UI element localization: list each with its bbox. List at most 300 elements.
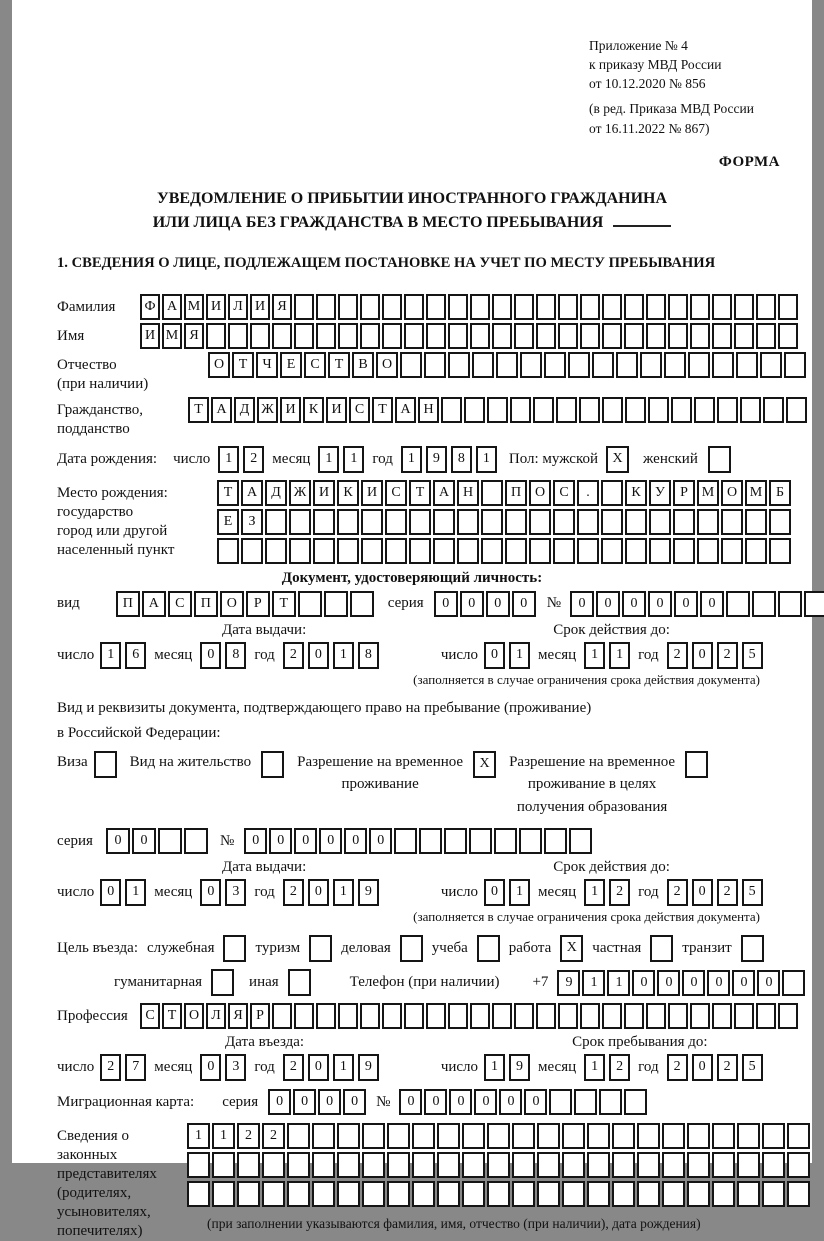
form-cell[interactable] — [387, 1181, 410, 1207]
form-cell[interactable] — [494, 828, 517, 854]
form-cell[interactable]: 0 — [100, 879, 121, 906]
form-cell[interactable]: 0 — [486, 591, 510, 617]
form-cell[interactable]: И — [280, 397, 301, 423]
form-cell[interactable] — [387, 1123, 410, 1149]
form-cell[interactable] — [487, 1123, 510, 1149]
form-cell[interactable]: 0 — [308, 1054, 329, 1081]
form-cell[interactable]: 0 — [700, 591, 724, 617]
form-cell[interactable] — [580, 323, 600, 349]
form-cell[interactable]: 5 — [742, 642, 763, 669]
form-cell[interactable] — [387, 1152, 410, 1178]
form-cell[interactable] — [360, 294, 380, 320]
form-cell[interactable] — [673, 538, 695, 564]
form-cell[interactable] — [294, 323, 314, 349]
form-cell[interactable]: 1 — [100, 642, 121, 669]
form-cell[interactable] — [602, 397, 623, 423]
form-cell[interactable] — [562, 1123, 585, 1149]
form-cell[interactable]: 0 — [434, 591, 458, 617]
form-cell[interactable]: 0 — [596, 591, 620, 617]
form-cell[interactable]: Т — [217, 480, 239, 506]
form-cell[interactable] — [637, 1152, 660, 1178]
form-cell[interactable]: 0 — [648, 591, 672, 617]
form-cell[interactable] — [362, 1181, 385, 1207]
form-cell[interactable] — [514, 323, 534, 349]
form-cell[interactable]: 0 — [484, 879, 505, 906]
form-cell[interactable]: Д — [265, 480, 287, 506]
form-cell[interactable] — [424, 352, 446, 378]
form-cell[interactable]: 0 — [399, 1089, 422, 1115]
form-cell[interactable] — [562, 1181, 585, 1207]
form-cell[interactable] — [787, 1181, 810, 1207]
form-cell[interactable]: М — [697, 480, 719, 506]
form-cell[interactable] — [338, 294, 358, 320]
form-cell[interactable]: 1 — [212, 1123, 235, 1149]
form-cell[interactable] — [580, 1003, 600, 1029]
form-cell[interactable]: 2 — [283, 1054, 304, 1081]
form-cell[interactable] — [745, 509, 767, 535]
form-cell[interactable] — [537, 1181, 560, 1207]
form-cell[interactable] — [441, 397, 462, 423]
form-cell[interactable] — [338, 323, 358, 349]
form-cell[interactable]: 0 — [268, 1089, 291, 1115]
form-cell[interactable] — [646, 294, 666, 320]
form-cell[interactable]: 0 — [732, 970, 755, 996]
form-cell[interactable]: 9 — [426, 446, 447, 473]
form-cell[interactable] — [212, 1152, 235, 1178]
form-cell[interactable] — [448, 352, 470, 378]
form-cell[interactable] — [568, 352, 590, 378]
form-cell[interactable] — [462, 1152, 485, 1178]
form-cell[interactable] — [580, 294, 600, 320]
form-cell[interactable] — [784, 352, 806, 378]
form-cell[interactable]: 0 — [524, 1089, 547, 1115]
form-cell[interactable] — [262, 1152, 285, 1178]
form-cell[interactable] — [734, 323, 754, 349]
form-cell[interactable]: 2 — [283, 879, 304, 906]
form-cell[interactable] — [787, 1152, 810, 1178]
form-cell[interactable]: 1 — [484, 1054, 505, 1081]
form-cell[interactable] — [437, 1181, 460, 1207]
form-cell[interactable] — [385, 509, 407, 535]
form-cell[interactable] — [470, 1003, 490, 1029]
form-cell[interactable]: 2 — [283, 642, 304, 669]
purpose-official-checkbox[interactable] — [223, 935, 246, 962]
form-cell[interactable] — [462, 1123, 485, 1149]
form-cell[interactable] — [426, 1003, 446, 1029]
form-cell[interactable] — [481, 480, 503, 506]
form-cell[interactable] — [624, 1003, 644, 1029]
form-cell[interactable] — [533, 397, 554, 423]
form-cell[interactable] — [786, 397, 807, 423]
form-cell[interactable] — [601, 509, 623, 535]
form-cell[interactable] — [272, 1003, 292, 1029]
form-cell[interactable] — [778, 294, 798, 320]
form-cell[interactable]: 1 — [584, 1054, 605, 1081]
sex-male-checkbox[interactable]: X — [606, 446, 629, 473]
purpose-study-checkbox[interactable] — [477, 935, 500, 962]
form-cell[interactable] — [312, 1181, 335, 1207]
form-cell[interactable]: 0 — [200, 1054, 221, 1081]
form-cell[interactable] — [763, 397, 784, 423]
form-cell[interactable] — [690, 323, 710, 349]
form-cell[interactable] — [448, 294, 468, 320]
form-cell[interactable] — [512, 1181, 535, 1207]
purpose-other-checkbox[interactable] — [288, 969, 311, 996]
form-cell[interactable] — [512, 1152, 535, 1178]
form-cell[interactable] — [437, 1152, 460, 1178]
form-cell[interactable] — [646, 323, 666, 349]
form-cell[interactable] — [536, 1003, 556, 1029]
form-cell[interactable] — [687, 1152, 710, 1178]
form-cell[interactable]: 0 — [293, 1089, 316, 1115]
form-cell[interactable] — [287, 1152, 310, 1178]
form-cell[interactable] — [250, 323, 270, 349]
form-cell[interactable] — [558, 1003, 578, 1029]
form-cell[interactable] — [624, 323, 644, 349]
form-cell[interactable] — [553, 509, 575, 535]
form-cell[interactable]: О — [220, 591, 244, 617]
form-cell[interactable] — [212, 1181, 235, 1207]
form-cell[interactable] — [294, 294, 314, 320]
form-cell[interactable] — [316, 294, 336, 320]
form-cell[interactable] — [662, 1152, 685, 1178]
form-cell[interactable]: К — [303, 397, 324, 423]
form-cell[interactable] — [400, 352, 422, 378]
form-cell[interactable] — [228, 323, 248, 349]
form-cell[interactable]: 1 — [333, 642, 354, 669]
form-cell[interactable]: 0 — [657, 970, 680, 996]
form-cell[interactable]: Ж — [257, 397, 278, 423]
form-cell[interactable] — [602, 323, 622, 349]
form-cell[interactable] — [337, 538, 359, 564]
form-cell[interactable]: Д — [234, 397, 255, 423]
form-cell[interactable]: 5 — [742, 879, 763, 906]
form-cell[interactable] — [298, 591, 322, 617]
form-cell[interactable] — [536, 323, 556, 349]
temp-residence-checkbox[interactable]: X — [473, 751, 496, 778]
form-cell[interactable]: 0 — [449, 1089, 472, 1115]
form-cell[interactable] — [668, 323, 688, 349]
form-cell[interactable] — [448, 1003, 468, 1029]
form-cell[interactable]: 0 — [424, 1089, 447, 1115]
form-cell[interactable]: А — [241, 480, 263, 506]
purpose-transit-checkbox[interactable] — [741, 935, 764, 962]
form-cell[interactable] — [648, 397, 669, 423]
form-cell[interactable] — [492, 323, 512, 349]
form-cell[interactable] — [601, 538, 623, 564]
form-cell[interactable] — [241, 538, 263, 564]
form-cell[interactable]: Л — [228, 294, 248, 320]
form-cell[interactable] — [505, 538, 527, 564]
form-cell[interactable] — [690, 294, 710, 320]
form-cell[interactable] — [668, 1003, 688, 1029]
form-cell[interactable]: 2 — [100, 1054, 121, 1081]
temp-residence-education-checkbox[interactable] — [685, 751, 708, 778]
form-cell[interactable]: Т — [188, 397, 209, 423]
form-cell[interactable]: Ч — [256, 352, 278, 378]
form-cell[interactable] — [574, 1089, 597, 1115]
form-cell[interactable] — [544, 828, 567, 854]
form-cell[interactable] — [721, 538, 743, 564]
form-cell[interactable]: К — [337, 480, 359, 506]
form-cell[interactable] — [671, 397, 692, 423]
form-cell[interactable]: А — [162, 294, 182, 320]
form-cell[interactable] — [514, 1003, 534, 1029]
form-cell[interactable] — [612, 1152, 635, 1178]
form-cell[interactable]: П — [116, 591, 140, 617]
form-cell[interactable] — [673, 509, 695, 535]
form-cell[interactable] — [520, 352, 542, 378]
form-cell[interactable] — [361, 509, 383, 535]
form-cell[interactable] — [316, 323, 336, 349]
form-cell[interactable] — [187, 1152, 210, 1178]
form-cell[interactable] — [382, 1003, 402, 1029]
form-cell[interactable] — [602, 294, 622, 320]
form-cell[interactable] — [362, 1152, 385, 1178]
form-cell[interactable]: 0 — [707, 970, 730, 996]
form-cell[interactable]: 6 — [125, 642, 146, 669]
form-cell[interactable] — [457, 538, 479, 564]
form-cell[interactable]: И — [361, 480, 383, 506]
form-cell[interactable]: К — [625, 480, 647, 506]
form-cell[interactable] — [688, 352, 710, 378]
form-cell[interactable] — [464, 397, 485, 423]
form-cell[interactable] — [544, 352, 566, 378]
form-cell[interactable]: 0 — [474, 1089, 497, 1115]
form-cell[interactable] — [337, 1152, 360, 1178]
form-cell[interactable]: 0 — [499, 1089, 522, 1115]
form-cell[interactable] — [462, 1181, 485, 1207]
form-cell[interactable] — [756, 1003, 776, 1029]
form-cell[interactable]: А — [395, 397, 416, 423]
form-cell[interactable]: 1 — [582, 970, 605, 996]
form-cell[interactable]: С — [349, 397, 370, 423]
form-cell[interactable]: 0 — [308, 879, 329, 906]
form-cell[interactable]: П — [505, 480, 527, 506]
form-cell[interactable]: Ф — [140, 294, 160, 320]
form-cell[interactable] — [536, 294, 556, 320]
form-cell[interactable]: 0 — [318, 1089, 341, 1115]
form-cell[interactable]: 3 — [225, 1054, 246, 1081]
form-cell[interactable]: С — [140, 1003, 160, 1029]
form-cell[interactable]: 1 — [609, 642, 630, 669]
form-cell[interactable] — [668, 294, 688, 320]
form-cell[interactable]: 2 — [717, 1054, 738, 1081]
form-cell[interactable]: С — [553, 480, 575, 506]
form-cell[interactable] — [237, 1181, 260, 1207]
form-cell[interactable]: Я — [228, 1003, 248, 1029]
form-cell[interactable]: 0 — [632, 970, 655, 996]
form-cell[interactable] — [717, 397, 738, 423]
form-cell[interactable]: С — [385, 480, 407, 506]
form-cell[interactable] — [158, 828, 182, 854]
form-cell[interactable] — [470, 294, 490, 320]
form-cell[interactable] — [624, 1089, 647, 1115]
form-cell[interactable] — [712, 323, 732, 349]
form-cell[interactable] — [694, 397, 715, 423]
form-cell[interactable]: 0 — [674, 591, 698, 617]
form-cell[interactable] — [625, 509, 647, 535]
form-cell[interactable] — [601, 480, 623, 506]
purpose-business-checkbox[interactable] — [400, 935, 423, 962]
form-cell[interactable]: О — [184, 1003, 204, 1029]
form-cell[interactable] — [289, 538, 311, 564]
form-cell[interactable] — [649, 538, 671, 564]
form-cell[interactable] — [624, 294, 644, 320]
form-cell[interactable]: 0 — [269, 828, 292, 854]
form-cell[interactable] — [187, 1181, 210, 1207]
form-cell[interactable]: 0 — [460, 591, 484, 617]
form-cell[interactable]: П — [194, 591, 218, 617]
form-cell[interactable]: 1 — [401, 446, 422, 473]
form-cell[interactable]: А — [211, 397, 232, 423]
form-cell[interactable] — [697, 509, 719, 535]
form-cell[interactable] — [587, 1181, 610, 1207]
form-cell[interactable]: 0 — [682, 970, 705, 996]
form-cell[interactable] — [412, 1123, 435, 1149]
form-cell[interactable] — [426, 294, 446, 320]
form-cell[interactable] — [313, 509, 335, 535]
form-cell[interactable] — [558, 294, 578, 320]
form-cell[interactable] — [404, 1003, 424, 1029]
form-cell[interactable] — [778, 1003, 798, 1029]
form-cell[interactable]: М — [162, 323, 182, 349]
form-cell[interactable]: 1 — [584, 642, 605, 669]
form-cell[interactable]: Р — [673, 480, 695, 506]
form-cell[interactable] — [616, 352, 638, 378]
form-cell[interactable] — [712, 1181, 735, 1207]
form-cell[interactable] — [362, 1123, 385, 1149]
form-cell[interactable]: 2 — [667, 879, 688, 906]
form-cell[interactable]: 2 — [243, 446, 264, 473]
form-cell[interactable]: 9 — [509, 1054, 530, 1081]
form-cell[interactable]: 1 — [509, 879, 530, 906]
form-cell[interactable] — [481, 509, 503, 535]
form-cell[interactable]: И — [206, 294, 226, 320]
form-cell[interactable] — [737, 1152, 760, 1178]
form-cell[interactable]: И — [140, 323, 160, 349]
form-cell[interactable] — [412, 1181, 435, 1207]
form-cell[interactable] — [313, 538, 335, 564]
form-cell[interactable]: 8 — [358, 642, 379, 669]
form-cell[interactable]: 2 — [667, 642, 688, 669]
form-cell[interactable] — [625, 397, 646, 423]
form-cell[interactable] — [577, 538, 599, 564]
form-cell[interactable]: А — [142, 591, 166, 617]
form-cell[interactable]: Е — [217, 509, 239, 535]
form-cell[interactable] — [404, 294, 424, 320]
form-cell[interactable] — [577, 509, 599, 535]
form-cell[interactable]: 0 — [570, 591, 594, 617]
form-cell[interactable] — [637, 1123, 660, 1149]
form-cell[interactable] — [312, 1123, 335, 1149]
form-cell[interactable] — [382, 323, 402, 349]
form-cell[interactable] — [492, 294, 512, 320]
form-cell[interactable]: Р — [246, 591, 270, 617]
form-cell[interactable] — [394, 828, 417, 854]
form-cell[interactable]: Н — [418, 397, 439, 423]
form-cell[interactable]: 2 — [609, 879, 630, 906]
form-cell[interactable]: 1 — [607, 970, 630, 996]
form-cell[interactable]: 0 — [200, 642, 221, 669]
form-cell[interactable]: 1 — [343, 446, 364, 473]
form-cell[interactable]: 2 — [717, 642, 738, 669]
form-cell[interactable]: С — [168, 591, 192, 617]
form-cell[interactable]: Е — [280, 352, 302, 378]
form-cell[interactable] — [756, 323, 776, 349]
form-cell[interactable]: И — [326, 397, 347, 423]
form-cell[interactable] — [529, 538, 551, 564]
form-cell[interactable]: 2 — [667, 1054, 688, 1081]
form-cell[interactable]: 0 — [344, 828, 367, 854]
form-cell[interactable] — [472, 352, 494, 378]
form-cell[interactable] — [470, 323, 490, 349]
form-cell[interactable] — [592, 352, 614, 378]
form-cell[interactable] — [487, 1152, 510, 1178]
form-cell[interactable]: 9 — [358, 879, 379, 906]
form-cell[interactable] — [712, 1003, 732, 1029]
form-cell[interactable]: 0 — [622, 591, 646, 617]
form-cell[interactable]: Р — [250, 1003, 270, 1029]
form-cell[interactable]: 3 — [225, 879, 246, 906]
form-cell[interactable]: Т — [162, 1003, 182, 1029]
form-cell[interactable]: 0 — [369, 828, 392, 854]
form-cell[interactable]: Т — [328, 352, 350, 378]
form-cell[interactable] — [760, 352, 782, 378]
form-cell[interactable] — [409, 538, 431, 564]
form-cell[interactable]: 0 — [343, 1089, 366, 1115]
form-cell[interactable]: 9 — [557, 970, 580, 996]
form-cell[interactable] — [437, 1123, 460, 1149]
form-cell[interactable]: Т — [372, 397, 393, 423]
form-cell[interactable] — [553, 538, 575, 564]
form-cell[interactable] — [587, 1123, 610, 1149]
form-cell[interactable] — [769, 538, 791, 564]
form-cell[interactable]: Я — [184, 323, 204, 349]
form-cell[interactable] — [350, 591, 374, 617]
form-cell[interactable] — [487, 397, 508, 423]
form-cell[interactable]: 8 — [451, 446, 472, 473]
form-cell[interactable] — [512, 1123, 535, 1149]
form-cell[interactable]: 0 — [308, 642, 329, 669]
form-cell[interactable] — [569, 828, 592, 854]
form-cell[interactable]: М — [184, 294, 204, 320]
form-cell[interactable] — [726, 591, 750, 617]
form-cell[interactable]: 9 — [358, 1054, 379, 1081]
form-cell[interactable] — [612, 1123, 635, 1149]
form-cell[interactable] — [662, 1181, 685, 1207]
form-cell[interactable]: Б — [769, 480, 791, 506]
form-cell[interactable]: 2 — [717, 879, 738, 906]
form-cell[interactable]: О — [208, 352, 230, 378]
form-cell[interactable] — [448, 323, 468, 349]
form-cell[interactable] — [265, 538, 287, 564]
form-cell[interactable] — [505, 509, 527, 535]
form-cell[interactable] — [265, 509, 287, 535]
form-cell[interactable] — [312, 1152, 335, 1178]
form-cell[interactable]: 1 — [509, 642, 530, 669]
form-cell[interactable] — [762, 1123, 785, 1149]
form-cell[interactable] — [734, 294, 754, 320]
form-cell[interactable] — [640, 352, 662, 378]
form-cell[interactable]: Я — [272, 294, 292, 320]
form-cell[interactable]: 1 — [333, 879, 354, 906]
form-cell[interactable] — [289, 509, 311, 535]
form-cell[interactable] — [444, 828, 467, 854]
form-cell[interactable]: . — [577, 480, 599, 506]
form-cell[interactable] — [419, 828, 442, 854]
purpose-humanitarian-checkbox[interactable] — [211, 969, 234, 996]
